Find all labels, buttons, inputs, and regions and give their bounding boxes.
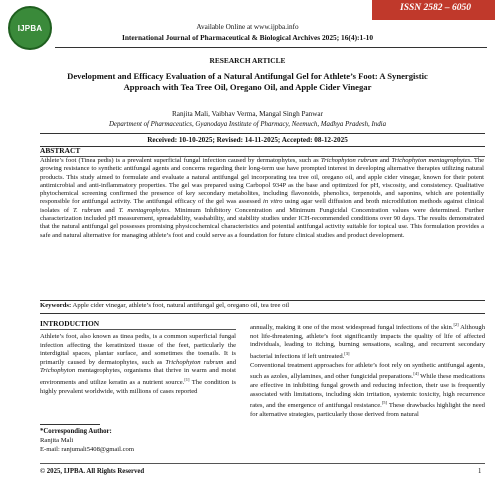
- citation-ref: [4]: [413, 371, 419, 377]
- authors: Ranjita Mali, Vaibhav Verma, Mangal Singh Panwar: [171, 110, 324, 118]
- divider: [40, 463, 485, 464]
- corresponding-author-heading: *Corresponding Author:: [40, 428, 112, 435]
- article-dates: Received: 10-10-2025; Revised: 14-11-2025; Accepted: 08-12-2025: [147, 136, 348, 144]
- paragraph: Conventional treatment approaches for athlete’s foot rely on synthetic antifungal agents, such as azoles, allylamines, and other fungicidal preparations.[4] While these medications are effective in inhibiting fungal growth and reducing infection, their use is frequently associated with limitations, including skin irritation, systemic toxicity, high recurrence rates, and the emergence of antifungal resistance.[5] These drawbacks highlight the need for alternative strategies, particularly those derived from natural: [250, 361, 485, 419]
- organism-name: Trichophyton: [40, 367, 76, 375]
- abstract-heading: ABSTRACT: [40, 146, 81, 155]
- citation-ref: [5]: [381, 400, 388, 406]
- citation-ref: [3]: [344, 350, 350, 356]
- organism-name: Trichophyton rubrum: [165, 358, 224, 366]
- citation-ref: [1]: [184, 376, 190, 382]
- article-title: Development and Efficacy Evaluation of a Natural Antifungal Gel for Athlete’s Foot: A Synergistic Approach with Tea Tree Oil, Oregano Oil, and Apple Cider Vinegar: [67, 71, 428, 92]
- keywords-text: Apple cider vinegar, athlete’s foot, natural antifungal gel, oregano oil, tea tree oil: [71, 302, 290, 309]
- corresponding-author-email: E-mail: ranjumali5408@gmail.com: [40, 446, 134, 453]
- paragraph: annually, making it one of the most widespread fungal infections of the skin.[2] Although not life-threatening, athlete’s foot significantly impacts the quality of life of affected individuals, leading to itching, burning sensations, scaling, and recurrent secondary bacterial infections if left untreated.[3]: [250, 322, 485, 361]
- divider: [40, 329, 236, 330]
- corresponding-author-name: Ranjita Mali: [40, 437, 74, 444]
- divider: [55, 47, 487, 48]
- citation-ref: [2]: [453, 322, 459, 327]
- article-type: RESEARCH ARTICLE: [209, 56, 286, 65]
- available-online: Available Online at www.ijpba.info: [196, 23, 299, 31]
- divider: [40, 313, 485, 314]
- journal-citation: International Journal of Pharmaceutical & Biological Archives 2025; 16(4):1-10: [121, 33, 374, 42]
- keywords-label: Keywords:: [40, 302, 72, 309]
- organism-name: Trichophyton mentagrophytes: [391, 157, 471, 164]
- in-vitro-term: in vitro: [263, 198, 283, 206]
- organism-name: Trichophyton rubrum: [320, 157, 378, 164]
- intro-column-right: [250, 321, 485, 420]
- copyright: © 2025, IJPBA. All Rights Reserved: [40, 468, 145, 475]
- issn-label: ISSN 2582 – 6050: [400, 3, 471, 13]
- abstract-text: Athlete’s foot (Tinea pedis) is a prevalent superficial fungal infection caused by dermatophytes, such as Trichophyton rubrum and Trichophyton mentagrophytes. The growing resistance to synthetic antifungal agents and concerns regarding their long-term use have prompted interest in developing alternative therapies utilizing natural products. This study aimed to formulate and evaluate a natural antifungal gel incorporating tea tree oil, oregano oil, and apple cider vinegar, known for their potent antimicrobial and anti-inflammatory properties. The gel was prepared using Carbopol 934P as the base and optimized for pH, viscosity, and consistency. Qualitative phytochemical screening confirmed the presence of key secondary metabolites, including flavonoids, phenolics, terpenoids, and saponins, which are potentially responsible for antifungal activity. The antifungal efficacy of the gel was assessed in vitro using agar well diffusion and broth microdilution methods against clinical isolates of T. rubrum and T. mentagrophytes. Minimum Inhibitory Concentration and Minimum Fungicidal Concentration values were determined. Further characterization included pH measurement, spreadability, washability, and stability studies under ICH-recommended conditions over 90 days. The results demonstrated that the natural antifungal gel possesses promising physicochemical characteristics and potential antifungal activity suitable for topical use. This formulation provides a safe and natural alternative for managing athlete’s foot and could serve as a foundation for future clinical studies and product development.: [40, 157, 484, 239]
- footnote-rule: [40, 424, 100, 425]
- introduction-heading: INTRODUCTION: [40, 319, 100, 328]
- divider: [40, 133, 485, 134]
- divider: [40, 146, 485, 147]
- divider: [40, 300, 485, 301]
- organism-name: T. mentagrophytes: [118, 206, 170, 214]
- intro-column-left: Athlete’s foot, also known as tinea pedis, is a common superficial fungal infection affecting the keratinized tissue of the feet, particularly the interdigital spaces, plantar surface, and sometimes the toenails. It is primarily caused by dermatophytes, such as Trichophyton rubrum and Trichophyton mentagrophytes, organisms that thrive in warm and moist environments and utilize keratin as a nutrient source.[1] The condition is highly prevalent worldwide, with millions of cases reported: [40, 333, 237, 395]
- affiliation: Department of Pharmaceutics, Gyanodaya Institute of Pharmacy, Neemuch, Madhya Pradesh, India: [108, 121, 387, 128]
- page-number: 1: [478, 468, 482, 475]
- logo-text: IJPBA: [17, 23, 43, 33]
- keywords: [40, 302, 484, 309]
- organism-name: T. rubrum: [72, 206, 102, 214]
